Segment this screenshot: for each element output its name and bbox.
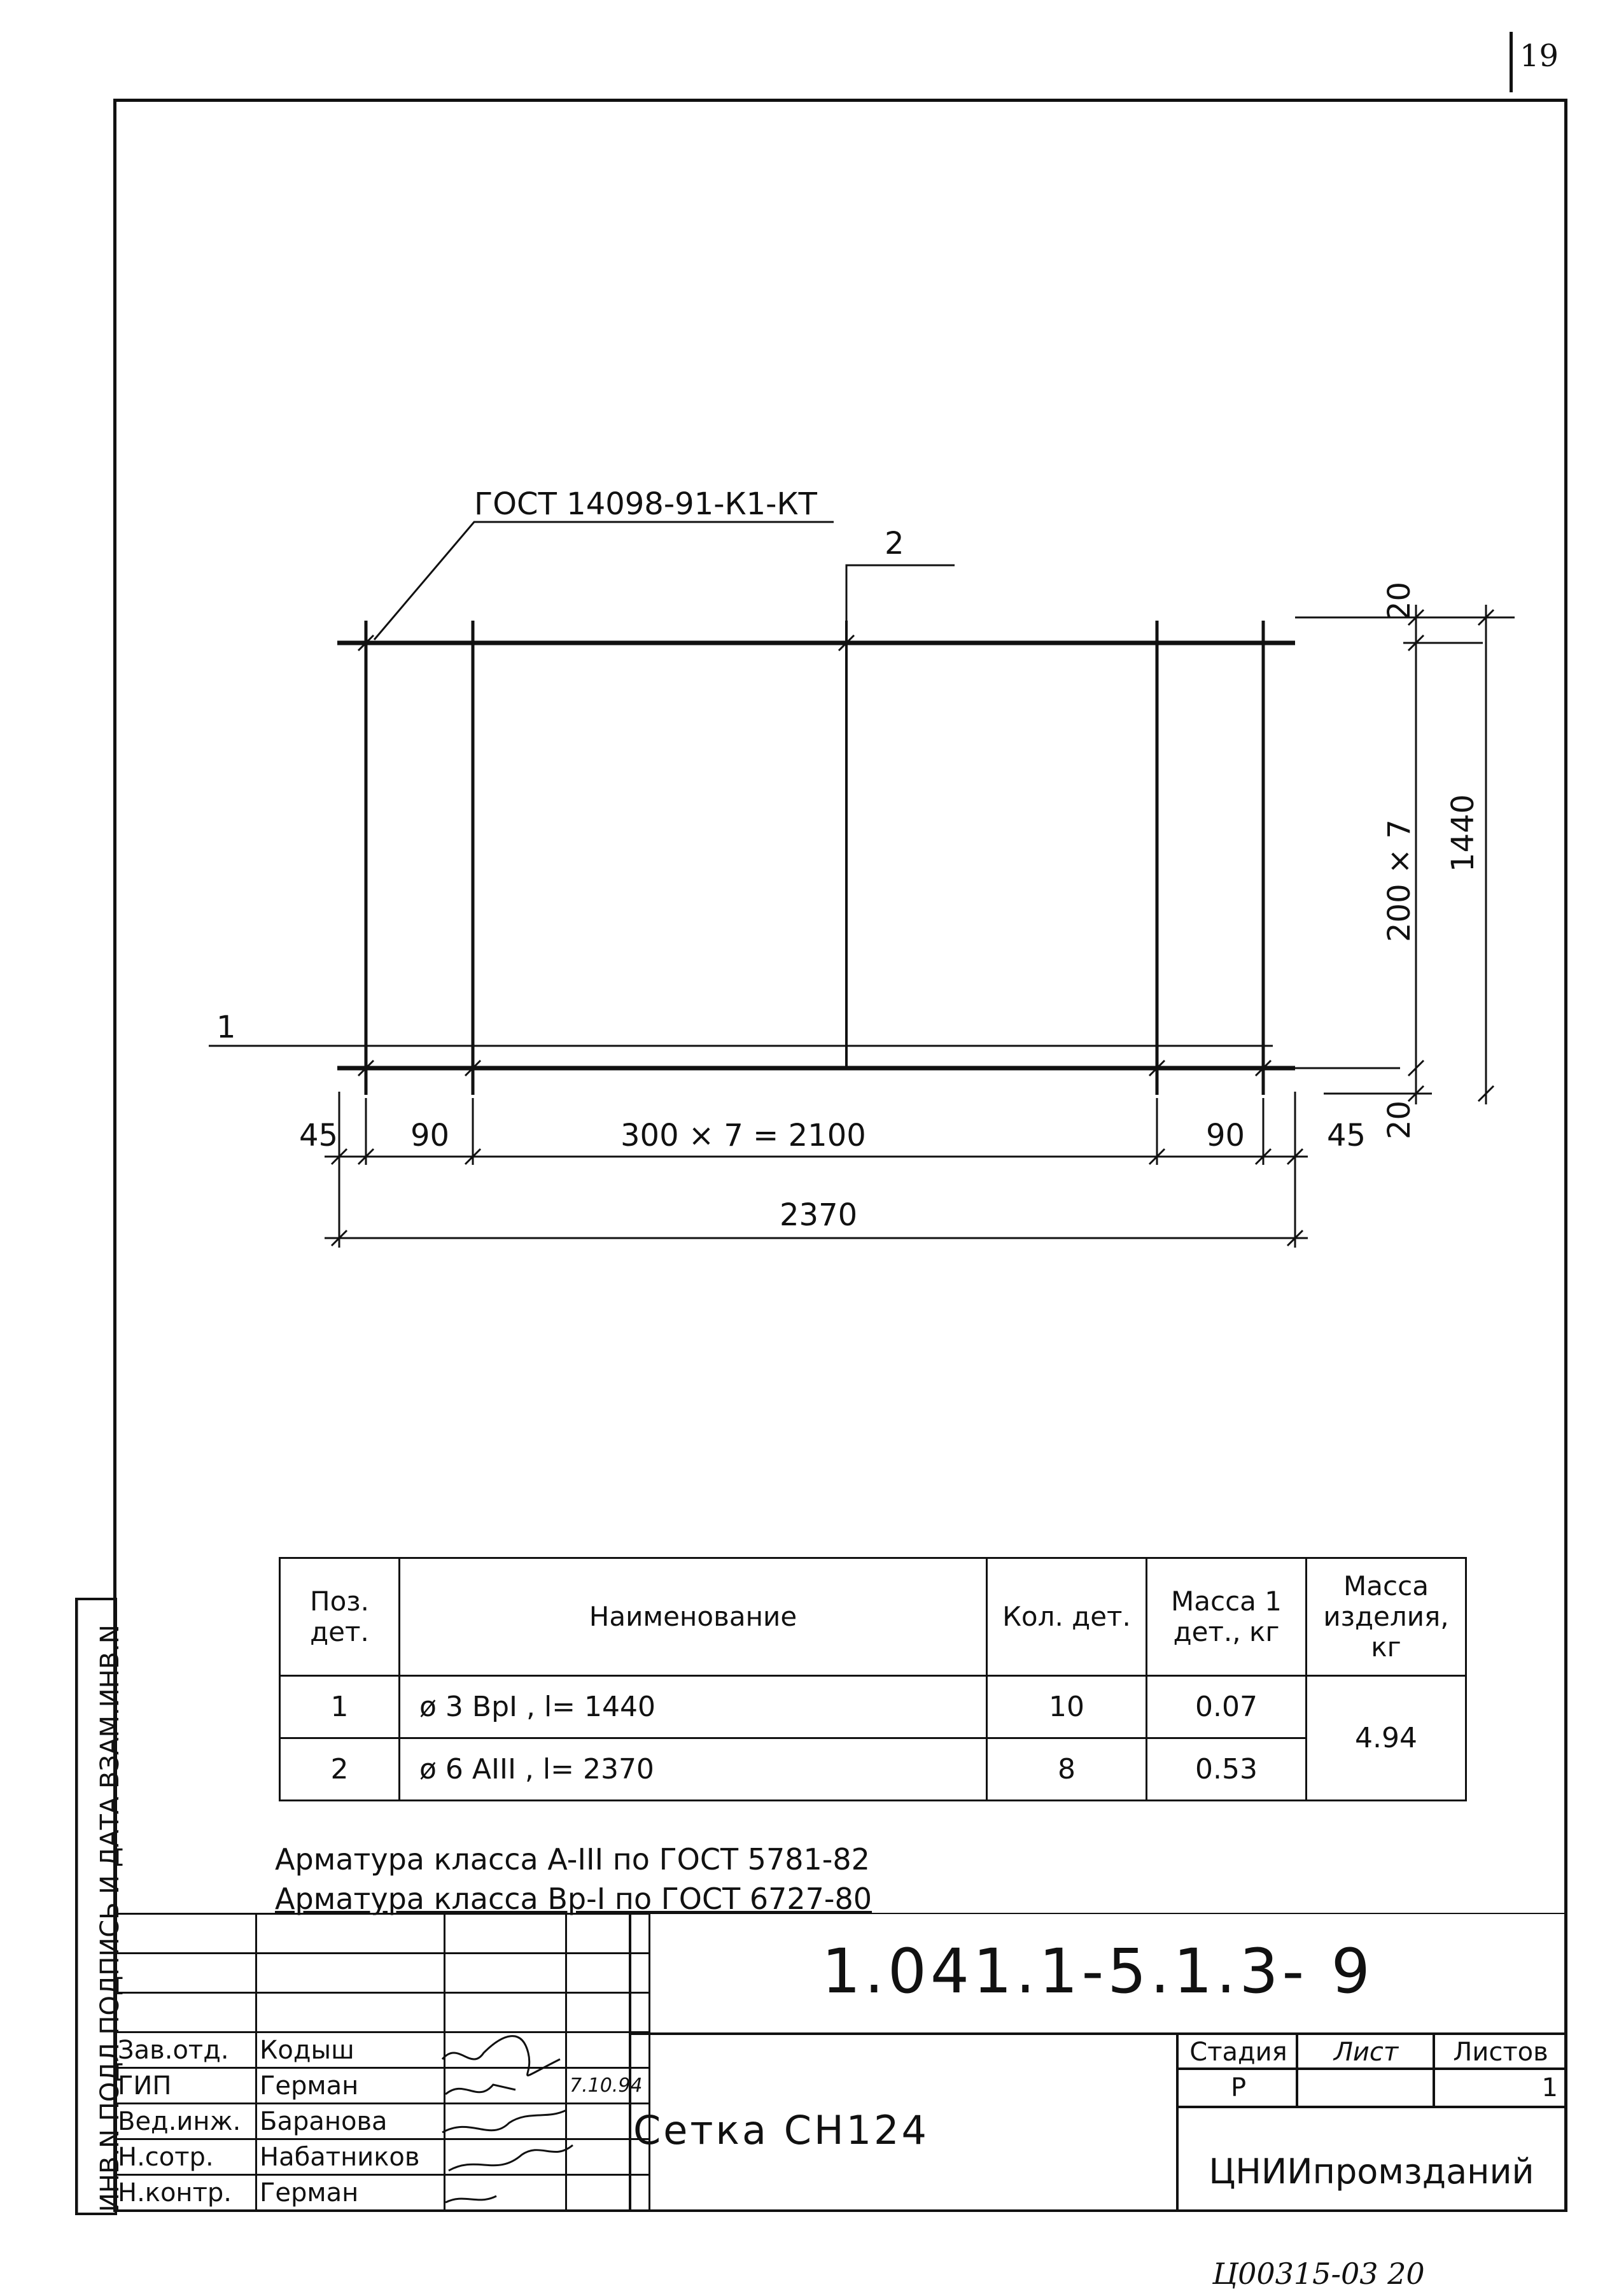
row-mass: 0.07 xyxy=(1147,1676,1307,1738)
sheets-label: Листов xyxy=(1453,2038,1548,2067)
sheets-value: 1 xyxy=(1541,2073,1558,2102)
signature-stroke xyxy=(449,2145,573,2171)
archive-number: Ц00315-03 20 xyxy=(1212,2257,1425,2291)
dim-height: 1440 xyxy=(1445,794,1481,872)
sheet-label: Лист xyxy=(1333,2038,1399,2067)
spec-header-row xyxy=(280,1558,1466,1676)
organization: ЦНИИпромзданий xyxy=(1209,2152,1534,2192)
dim-bottom-20: 20 xyxy=(1382,1100,1417,1139)
note-line: Арматура класса A-III по ГОСТ 5781-82 xyxy=(275,1842,870,1877)
person-name: Герман xyxy=(256,2175,445,2211)
dim-total: 2370 xyxy=(780,1197,858,1233)
role: Зав.отд. xyxy=(115,2032,256,2068)
stage-label: Стадия xyxy=(1189,2038,1287,2067)
row-name: ø 3 ВрI , l= 1440 xyxy=(400,1676,987,1738)
dim-left-90: 90 xyxy=(410,1118,450,1153)
specification-table xyxy=(279,1557,1467,1801)
person-name: Кодыш xyxy=(256,2032,445,2068)
side-stamp-text: ИНВ.N ПОДЛ ПОДПИСЬ И ДАТА ВЗАМ.ИНВ.N xyxy=(95,1624,125,2212)
header-name: Наименование xyxy=(400,1558,987,1676)
row-mass: 0.53 xyxy=(1147,1738,1307,1801)
row-qty: 8 xyxy=(987,1738,1147,1801)
mass-total-cell: 4.94 xyxy=(1307,1676,1466,1801)
header-pos: Поз. дет. xyxy=(280,1558,400,1676)
signature-stroke xyxy=(442,2036,560,2076)
person-name: Набатников xyxy=(256,2139,445,2175)
document-title: Сетка СН124 xyxy=(633,2107,929,2153)
pos2-label: 2 xyxy=(885,526,904,561)
header-mass-one: Масса 1 дет., кг xyxy=(1147,1558,1307,1676)
dim-top-20: 20 xyxy=(1382,581,1417,621)
signature-stroke xyxy=(445,2085,515,2094)
row-pos: 1 xyxy=(280,1676,400,1738)
row-pos: 2 xyxy=(280,1738,400,1801)
person-name: Баранова xyxy=(256,2104,445,2139)
person-name: Герман xyxy=(256,2068,445,2104)
table-row xyxy=(280,1676,1466,1738)
role: ГИП xyxy=(115,2068,256,2104)
row-name: ø 6 AIII , l= 2370 xyxy=(400,1738,987,1801)
weld-leader-line xyxy=(374,522,834,640)
sheet-number: 19 xyxy=(1520,38,1559,74)
dim-left-45: 45 xyxy=(299,1118,339,1153)
dim-right-45: 45 xyxy=(1327,1118,1366,1153)
pos1-label: 1 xyxy=(216,1010,236,1045)
side-stamp-outer xyxy=(41,1598,80,2215)
row-qty: 10 xyxy=(987,1676,1147,1738)
weld-spec-label: ГОСТ 14098-91-К1-КТ xyxy=(474,486,817,522)
pos2-leader-line xyxy=(846,565,955,640)
document-code: 1.041.1-5.1.3- 9 xyxy=(822,1936,1374,2007)
dim-vertical: 200 × 7 xyxy=(1382,819,1417,942)
notes xyxy=(275,1840,872,1919)
note-line: Арматура класса Вр-I по ГОСТ 6727-80 xyxy=(275,1882,873,1916)
header-qty: Кол. дет. xyxy=(987,1558,1147,1676)
signature-marks xyxy=(433,2015,579,2212)
signature-stroke xyxy=(445,2196,496,2202)
dim-right-90: 90 xyxy=(1206,1118,1245,1153)
dim-middle: 300 × 7 = 2100 xyxy=(620,1118,866,1153)
role: Н.сотр. xyxy=(115,2139,256,2175)
role: Вед.инж. xyxy=(115,2104,256,2139)
table-row xyxy=(280,1738,1466,1801)
date: 7.10.94 xyxy=(566,2068,650,2104)
header-mass-total: Масса изделия, кг xyxy=(1307,1558,1466,1676)
role: Н.контр. xyxy=(115,2175,256,2211)
stage-value: Р xyxy=(1230,2073,1247,2102)
signature-stroke xyxy=(442,2110,566,2132)
